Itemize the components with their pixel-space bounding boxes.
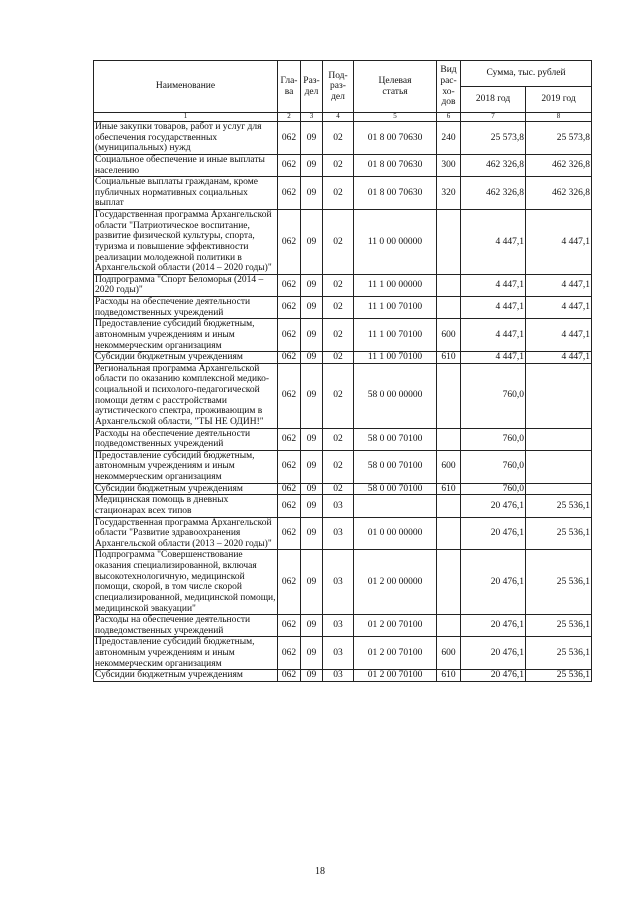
row-sum-2019: 4 447,1	[526, 319, 592, 352]
row-sum-2018: 462 326,8	[461, 177, 526, 210]
row-target: 58 0 00 00000	[354, 363, 437, 428]
row-glava: 062	[278, 352, 301, 364]
row-sum-2019: 25 536,1	[526, 495, 592, 517]
row-razdel: 09	[301, 352, 323, 364]
row-name: Региональная программа Архангельской области по оказанию комплексной медико-социальной и психолого-педагогической помощи детям с расстройствами аутистического спектра, проживающим в Архангельской области, "ТЫ НЕ ОДИН!"	[94, 363, 278, 428]
row-sum-2019: 25 573,8	[526, 122, 592, 155]
row-razdel: 09	[301, 428, 323, 450]
row-razdel: 09	[301, 122, 323, 155]
row-glava: 062	[278, 274, 301, 296]
row-target: 01 8 00 70630	[354, 122, 437, 155]
row-razdel: 09	[301, 450, 323, 483]
row-razdel: 09	[301, 154, 323, 176]
row-sum-2019: 25 536,1	[526, 615, 592, 637]
header-sum: Сумма, тыс. рублей	[461, 61, 592, 87]
row-podrazdel: 02	[323, 352, 354, 364]
row-podrazdel: 03	[323, 637, 354, 670]
row-vid	[437, 274, 461, 296]
header-vid: Вид рас- хо- дов	[437, 61, 461, 113]
row-podrazdel: 02	[323, 210, 354, 275]
table-row	[94, 177, 592, 210]
row-podrazdel: 02	[323, 363, 354, 428]
row-sum-2018: 4 447,1	[461, 352, 526, 364]
column-number: 7	[461, 113, 526, 122]
row-sum-2019	[526, 450, 592, 483]
row-target: 11 1 00 70100	[354, 297, 437, 319]
row-razdel: 09	[301, 615, 323, 637]
row-glava: 062	[278, 550, 301, 615]
row-name: Расходы на обеспечение деятельности подведомственных учреждений	[94, 615, 278, 637]
table-row	[94, 274, 592, 296]
budget-table	[93, 60, 592, 682]
row-razdel: 09	[301, 274, 323, 296]
row-glava: 062	[278, 363, 301, 428]
row-glava: 062	[278, 177, 301, 210]
row-sum-2018: 4 447,1	[461, 210, 526, 275]
table-row	[94, 319, 592, 352]
header-target: Целевая статья	[354, 61, 437, 113]
row-sum-2019: 25 536,1	[526, 637, 592, 670]
row-sum-2019: 4 447,1	[526, 274, 592, 296]
row-glava: 062	[278, 122, 301, 155]
row-podrazdel: 02	[323, 450, 354, 483]
row-target: 58 0 00 70100	[354, 428, 437, 450]
row-name: Иные закупки товаров, работ и услуг для обеспечения государственных (муниципальных) нужд	[94, 122, 278, 155]
row-sum-2018: 4 447,1	[461, 319, 526, 352]
column-number: 4	[323, 113, 354, 122]
row-sum-2019: 25 536,1	[526, 670, 592, 682]
row-podrazdel: 02	[323, 177, 354, 210]
column-number: 2	[278, 113, 301, 122]
column-number: 1	[94, 113, 278, 122]
table-row	[94, 154, 592, 176]
row-podrazdel: 03	[323, 615, 354, 637]
row-vid	[437, 363, 461, 428]
row-razdel: 09	[301, 297, 323, 319]
row-target: 58 0 00 70100	[354, 483, 437, 495]
header-glava: Гла- ва	[278, 61, 301, 113]
row-sum-2019: 25 536,1	[526, 550, 592, 615]
row-sum-2018: 760,0	[461, 428, 526, 450]
row-razdel: 09	[301, 363, 323, 428]
row-name: Субсидии бюджетным учреждениям	[94, 483, 278, 495]
row-name: Подпрограмма "Спорт Беломорья (2014 – 2020 годы)"	[94, 274, 278, 296]
table-row	[94, 637, 592, 670]
row-sum-2019: 462 326,8	[526, 177, 592, 210]
row-glava: 062	[278, 670, 301, 682]
row-razdel: 09	[301, 495, 323, 517]
row-podrazdel: 03	[323, 550, 354, 615]
table-row	[94, 483, 592, 495]
table-row	[94, 450, 592, 483]
row-vid	[437, 297, 461, 319]
page-number: 18	[315, 866, 325, 877]
row-target: 01 2 00 70100	[354, 637, 437, 670]
row-razdel: 09	[301, 637, 323, 670]
table-row	[94, 122, 592, 155]
row-podrazdel: 02	[323, 154, 354, 176]
row-sum-2018: 760,0	[461, 363, 526, 428]
row-sum-2018: 760,0	[461, 450, 526, 483]
row-vid: 320	[437, 177, 461, 210]
row-target: 01 8 00 70630	[354, 154, 437, 176]
row-target: 01 2 00 00000	[354, 550, 437, 615]
row-razdel: 09	[301, 550, 323, 615]
row-name: Подпрограмма "Совершенствование оказания специализированной, включая высокотехнологичную, медицинской помощи, скорой, в том числе скорой специализированной, медицинской помощи, медицинской эвакуации"	[95, 550, 276, 614]
row-target	[354, 495, 437, 517]
row-razdel: 09	[301, 319, 323, 352]
row-podrazdel: 03	[323, 670, 354, 682]
row-glava: 062	[278, 297, 301, 319]
row-vid	[437, 615, 461, 637]
row-name: Предоставление субсидий бюджетным, автономным учреждениям и иным некоммерческим организациям	[94, 319, 278, 352]
row-glava: 062	[278, 319, 301, 352]
row-sum-2018: 20 476,1	[461, 517, 526, 550]
row-name: Государственная программа Архангельской области "Развитие здравоохранения Архангельской области (2013 – 2020 годы)"	[94, 517, 278, 550]
row-podrazdel: 03	[323, 517, 354, 550]
row-sum-2018: 462 326,8	[461, 154, 526, 176]
header-name: Наименование	[94, 61, 278, 113]
row-name: Государственная программа Архангельской области "Патриотическое воспитание, развитие физической культуры, спорта, туризма и повышение эффективности реализации молодежной политики в Архангельской области (2014 – 2020 годы)"	[94, 210, 278, 275]
table-row	[94, 297, 592, 319]
column-number: 5	[354, 113, 437, 122]
row-target: 11 1 00 00000	[354, 274, 437, 296]
column-number-row	[94, 113, 592, 122]
row-sum-2019: 25 536,1	[526, 517, 592, 550]
row-sum-2019: 462 326,8	[526, 154, 592, 176]
row-vid: 600	[437, 637, 461, 670]
row-sum-2019	[526, 363, 592, 428]
row-podrazdel: 03	[323, 495, 354, 517]
row-glava: 062	[278, 154, 301, 176]
row-razdel: 09	[301, 483, 323, 495]
table-row	[94, 210, 592, 275]
row-name: Субсидии бюджетным учреждениям	[94, 670, 278, 682]
row-glava: 062	[278, 210, 301, 275]
row-vid: 610	[437, 670, 461, 682]
row-glava: 062	[278, 517, 301, 550]
row-razdel: 09	[301, 177, 323, 210]
table-row	[94, 363, 592, 428]
row-target: 11 1 00 70100	[354, 352, 437, 364]
row-name: Расходы на обеспечение деятельности подведомственных учреждений	[94, 297, 278, 319]
header-podrazdel: Под- раз- дел	[323, 61, 354, 113]
row-razdel: 09	[301, 670, 323, 682]
row-vid: 600	[437, 319, 461, 352]
table-row	[94, 550, 592, 615]
header-razdel: Раз- дел	[301, 61, 323, 113]
row-target: 11 1 00 70100	[354, 319, 437, 352]
row-name: Расходы на обеспечение деятельности подведомственных учреждений	[94, 428, 278, 450]
row-sum-2019: 4 447,1	[526, 210, 592, 275]
row-target: 01 2 00 70100	[354, 615, 437, 637]
row-sum-2019	[526, 483, 592, 495]
row-vid: 240	[437, 122, 461, 155]
row-sum-2018: 20 476,1	[461, 550, 526, 615]
table-row	[94, 495, 592, 517]
row-sum-2019: 4 447,1	[526, 297, 592, 319]
row-name: Субсидии бюджетным учреждениям	[94, 352, 278, 364]
row-vid	[437, 517, 461, 550]
row-sum-2018: 20 476,1	[461, 615, 526, 637]
row-vid: 610	[437, 352, 461, 364]
table-row	[94, 352, 592, 364]
table-row	[94, 615, 592, 637]
column-number: 3	[301, 113, 323, 122]
row-sum-2018: 20 476,1	[461, 670, 526, 682]
row-vid	[437, 210, 461, 275]
row-sum-2019	[526, 428, 592, 450]
column-number: 6	[437, 113, 461, 122]
table-row	[94, 670, 592, 682]
table-row	[94, 428, 592, 450]
row-sum-2018: 20 476,1	[461, 495, 526, 517]
row-podrazdel: 02	[323, 297, 354, 319]
header-2019: 2019 год	[526, 87, 592, 113]
row-podrazdel: 02	[323, 122, 354, 155]
row-target: 01 2 00 70100	[354, 670, 437, 682]
row-glava: 062	[278, 495, 301, 517]
row-vid	[437, 550, 461, 615]
row-name: Медицинская помощь в дневных стационарах всех типов	[94, 495, 278, 517]
row-vid: 300	[437, 154, 461, 176]
row-target: 11 0 00 00000	[354, 210, 437, 275]
row-sum-2019: 4 447,1	[526, 352, 592, 364]
row-podrazdel: 02	[323, 483, 354, 495]
row-target: 01 0 00 00000	[354, 517, 437, 550]
row-target: 58 0 00 70100	[354, 450, 437, 483]
row-target: 01 8 00 70630	[354, 177, 437, 210]
row-podrazdel: 02	[323, 274, 354, 296]
row-name: Предоставление субсидий бюджетным, автономным учреждениям и иным некоммерческим организациям	[94, 450, 278, 483]
row-vid	[437, 495, 461, 517]
row-glava: 062	[278, 615, 301, 637]
row-podrazdel: 02	[323, 319, 354, 352]
row-glava: 062	[278, 450, 301, 483]
row-podrazdel: 02	[323, 428, 354, 450]
row-name: Предоставление субсидий бюджетным, автономным учреждениям и иным некоммерческим организациям	[94, 637, 278, 670]
row-glava: 062	[278, 428, 301, 450]
column-number: 8	[526, 113, 592, 122]
row-vid: 610	[437, 483, 461, 495]
row-sum-2018: 4 447,1	[461, 274, 526, 296]
row-razdel: 09	[301, 210, 323, 275]
row-vid: 600	[437, 450, 461, 483]
header-2018: 2018 год	[461, 87, 526, 113]
row-glava: 062	[278, 637, 301, 670]
row-sum-2018: 25 573,8	[461, 122, 526, 155]
row-name: Социальное обеспечение и иные выплаты населению	[94, 154, 278, 176]
row-razdel: 09	[301, 517, 323, 550]
row-glava: 062	[278, 483, 301, 495]
row-sum-2018: 4 447,1	[461, 297, 526, 319]
row-name: Социальные выплаты гражданам, кроме публичных нормативных социальных выплат	[94, 177, 278, 210]
row-sum-2018: 20 476,1	[461, 637, 526, 670]
table-row	[94, 517, 592, 550]
row-vid	[437, 428, 461, 450]
row-sum-2018: 760,0	[461, 483, 526, 495]
